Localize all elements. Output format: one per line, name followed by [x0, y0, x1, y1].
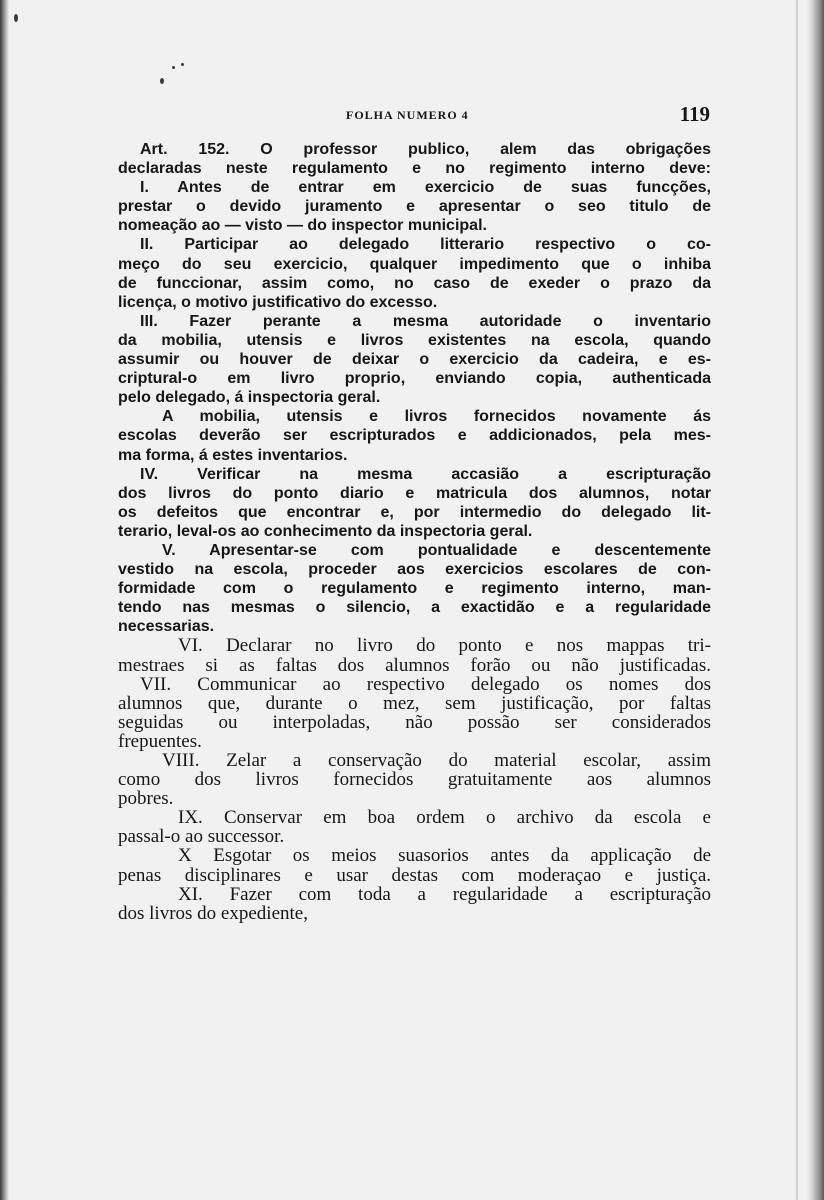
text-line: prestar o devido juramento e apresentar o seo titulo de — [118, 198, 711, 216]
text-line: pobres. — [118, 789, 174, 809]
text-line: IV. Verificar na mesma accasião a escripturação — [140, 465, 711, 483]
text-line: mestraes si as faltas dos alumnos forão ou não justificadas. — [118, 655, 711, 675]
ink-speck — [172, 66, 175, 69]
text-line: frepuentes. — [118, 731, 202, 751]
text-line: formidade com o regulamento e regimento interno, man- — [118, 580, 711, 598]
text-line: penas disciplinares e usar destas com moderaçao e justiça. — [118, 865, 711, 885]
text-line: pelo delegado, á inspectoria geral. — [118, 389, 381, 407]
text-line: VII. Communicar ao respectivo delegado os nomes dos — [140, 674, 711, 694]
text-line: IX. Conservar em boa ordem o archivo da escola e — [178, 808, 711, 828]
page-right-shadow — [806, 0, 824, 1200]
text-line: tendo nas mesmas o silencio, a exactidão e a regularidade — [118, 599, 711, 617]
text-line: terario, leval-os ao conhecimento da inspectoria geral. — [118, 522, 533, 540]
ink-speck — [181, 63, 184, 66]
article-text — [118, 140, 711, 923]
page-fold-line — [796, 0, 798, 1200]
text-line: dos livros do expediente, — [118, 903, 308, 923]
text-line: VIII. Zelar a conservação do material escolar, assim — [162, 751, 711, 771]
text-line: meço do seu exercicio, qualquer impedimento que o inhiba — [118, 255, 711, 273]
text-line: de funccionar, assim como, no caso de exeder o prazo da — [118, 274, 711, 292]
text-line: nomeação ao — visto — do inspector municipal. — [118, 217, 487, 235]
text-line: assumir ou houver de deixar o exercicio da cadeira, e es- — [118, 351, 711, 369]
ink-speck — [14, 14, 18, 22]
text-line: licença, o motivo justificativo do excesso. — [118, 293, 438, 311]
page-number: 119 — [679, 102, 710, 126]
text-line: criptural-o em livro proprio, enviando copia, authenticada — [118, 370, 711, 388]
text-line: da mobilia, utensis e livros existentes na escola, quando — [118, 331, 711, 349]
text-line: vestido na escola, proceder aos exercicios escolares de con- — [118, 561, 711, 579]
text-line: seguidas ou interpoladas, não possão ser considerados — [118, 712, 711, 732]
text-line: como dos livros fornecidos gratuitamente aos alumnos — [118, 770, 711, 790]
page-header — [120, 104, 710, 130]
text-line: I. Antes de entrar em exercicio de suas funcções, — [140, 179, 711, 197]
text-line: II. Participar ao delegado litterario respectivo o co- — [140, 236, 711, 254]
page-left-shadow — [0, 0, 9, 1200]
text-line: escolas deverão ser escripturados e addicionados, pela mes- — [118, 427, 711, 445]
text-line: os defeitos que encontrar e, por intermedio do delegado lit- — [118, 503, 711, 521]
text-line: necessarias. — [118, 618, 215, 636]
ink-speck — [160, 78, 164, 84]
text-line: declaradas neste regulamento e no regimento interno deve: — [118, 160, 711, 178]
text-line: A mobilia, utensis e livros fornecidos novamente ás — [162, 408, 711, 426]
text-line: ma forma, á estes inventarios. — [118, 446, 348, 464]
text-line: XI. Fazer com toda a regularidade a escripturação — [178, 884, 711, 904]
running-head: FOLHA NUMERO 4 — [346, 108, 469, 122]
text-line: V. Apresentar-se com pontualidade e descentemente — [162, 541, 711, 559]
text-line: III. Fazer perante a mesma autoridade o inventario — [140, 312, 711, 330]
text-line: passal-o ao successor. — [118, 827, 285, 847]
text-line: X Esgotar os meios suasorios antes da applicação de — [178, 846, 711, 866]
text-line: Art. 152. O professor publico, alem das obrigações — [140, 141, 711, 158]
text-line: alumnos que, durante o mez, sem justificação, por faltas — [118, 693, 711, 713]
text-line: VI. Declarar no livro do ponto e nos mappas tri- — [178, 636, 711, 656]
text-line: dos livros do ponto diario e matricula dos alumnos, notar — [118, 484, 711, 502]
